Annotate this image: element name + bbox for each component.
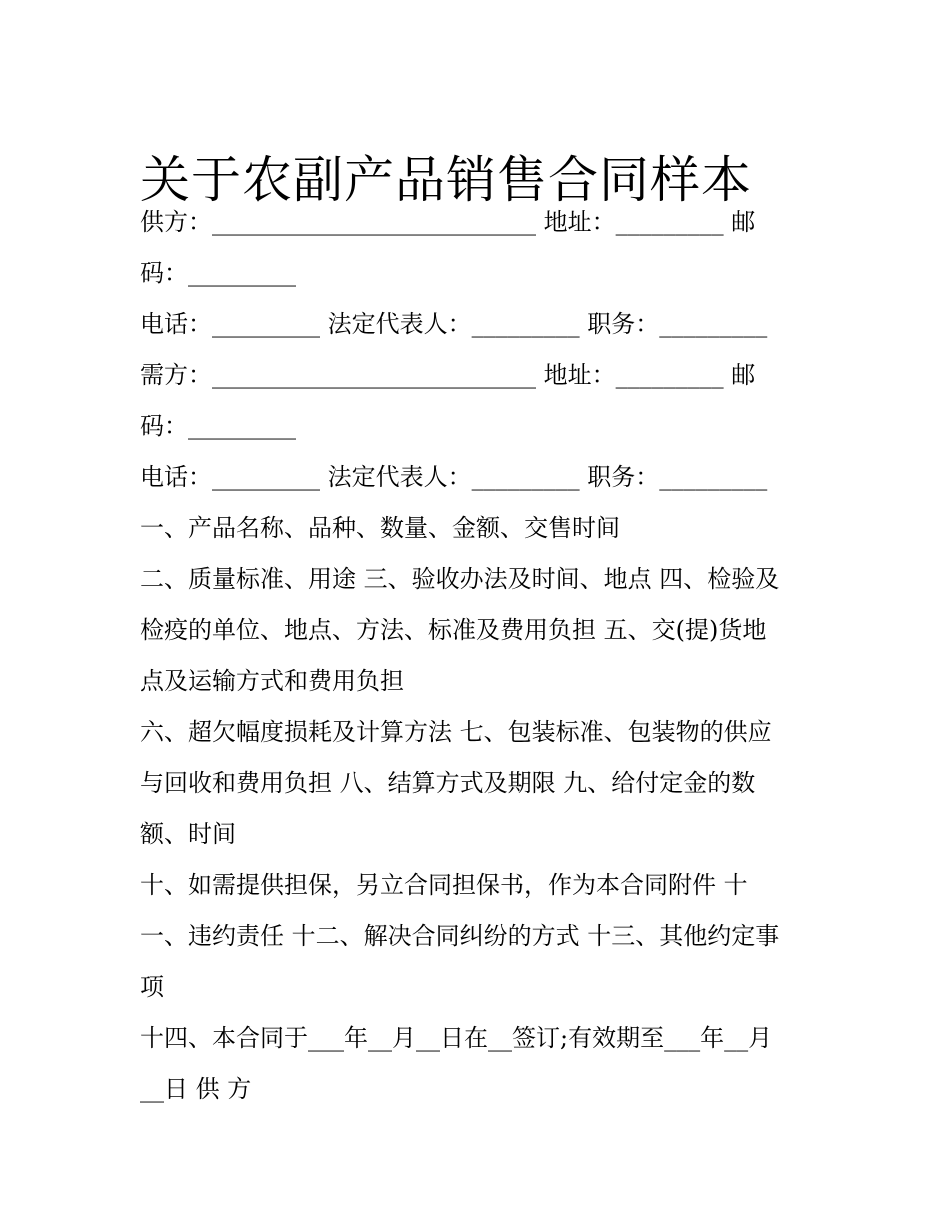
supplier-contact-line: 电话：_________ 法定代表人：_________ 职务：_________ (140, 310, 768, 338)
clause-line: 点及运输方式和费用负担 (140, 667, 404, 695)
clause-line: 项 (140, 973, 164, 1001)
signing-date-line: 十四、本合同于___年__月__日在__签订;有效期至___年__月 (140, 1024, 773, 1052)
clause-line: 二、质量标准、用途 三、验收办法及时间、地点 四、检验及 (140, 565, 780, 593)
supplier-line: 供方：___________________________ 地址：_________ 邮 (140, 208, 756, 236)
clause-line: 检疫的单位、地点、方法、标准及费用负担 五、交(提)货地 (140, 616, 767, 644)
supplier-postcode-line: 码：_________ (140, 259, 296, 287)
signature-line: __日 供 方 (140, 1075, 252, 1103)
clause-line: 六、超欠幅度损耗及计算方法 七、包装标准、包装物的供应 (140, 718, 772, 746)
clause-line: 与回收和费用负担 八、结算方式及期限 九、给付定金的数 (140, 769, 756, 797)
clause-line: 十、如需提供担保，另立合同担保书，作为本合同附件 十 (140, 871, 748, 899)
document-title: 关于农副产品销售合同样本 (140, 150, 752, 209)
buyer-contact-line: 电话：_________ 法定代表人：_________ 职务：_________ (140, 463, 768, 491)
buyer-postcode-line: 码：_________ (140, 412, 296, 440)
buyer-line: 需方：___________________________ 地址：_________ 邮 (140, 361, 756, 389)
clause-line: 一、违约责任 十二、解决合同纠纷的方式 十三、其他约定事 (140, 922, 780, 950)
clause-line: 额、时间 (140, 820, 236, 848)
clause-line: 一、产品名称、品种、数量、金额、交售时间 (140, 514, 620, 542)
